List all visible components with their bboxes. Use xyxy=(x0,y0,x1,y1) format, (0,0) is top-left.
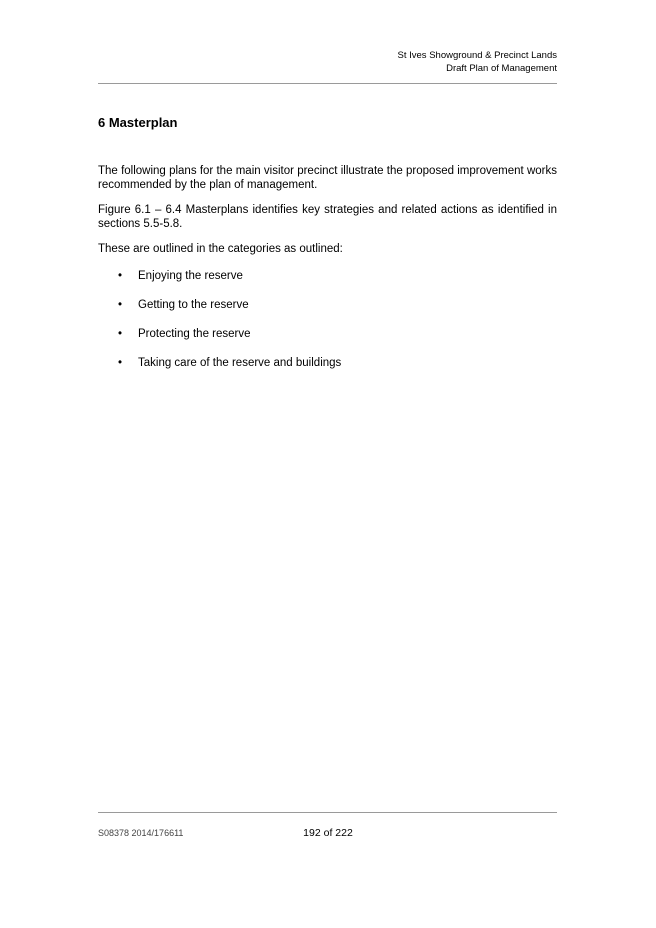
category-list xyxy=(98,269,557,370)
paragraph-intro: The following plans for the main visitor precinct illustrate the proposed improvement works recommended by the plan of management. xyxy=(98,165,557,191)
paragraph-categories: These are outlined in the categories as outlined: xyxy=(98,243,343,255)
list-item xyxy=(98,298,557,312)
header-divider xyxy=(98,83,557,84)
bullet-icon: • xyxy=(118,357,123,369)
page-number: 192 of 222 xyxy=(303,827,353,839)
section-title: 6 Masterplan xyxy=(98,115,178,130)
section-body xyxy=(98,164,557,385)
footer-reference: S08378 2014/176611 xyxy=(98,828,184,838)
running-header xyxy=(398,50,557,75)
bullet-icon: • xyxy=(118,270,123,282)
bullet-icon: • xyxy=(118,328,123,340)
bullet-icon: • xyxy=(118,299,123,311)
header-document-title: St Ives Showground & Precinct Lands xyxy=(397,50,557,61)
list-item-text: Getting to the reserve xyxy=(138,299,249,311)
footer-divider xyxy=(98,812,557,813)
list-item xyxy=(98,327,557,341)
paragraph-figures: Figure 6.1 – 6.4 Masterplans identifies key strategies and related actions as identified in sections 5.5-5.8. xyxy=(98,204,557,230)
list-item xyxy=(98,269,557,283)
list-item-text: Taking care of the reserve and buildings xyxy=(138,357,342,369)
list-item-text: Protecting the reserve xyxy=(138,328,251,340)
header-document-subtitle: Draft Plan of Management xyxy=(446,62,557,74)
list-item-text: Enjoying the reserve xyxy=(138,270,243,282)
list-item xyxy=(98,356,557,370)
